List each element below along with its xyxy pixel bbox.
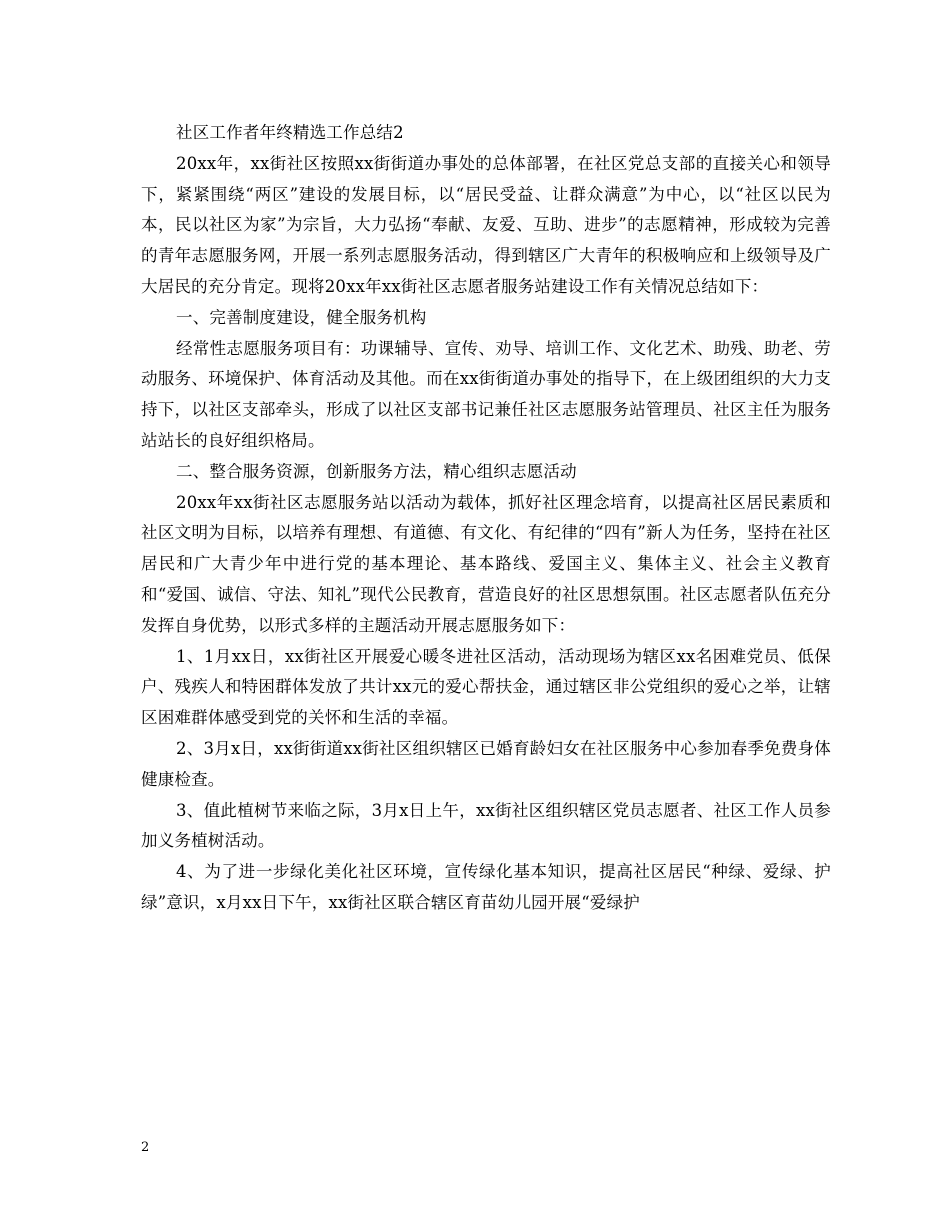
page-number: 2 (141, 1140, 150, 1155)
list-item-3: 3、值此植树节来临之际，3月x日上午，xx街社区组织辖区党员志愿者、社区工作人员参加义务植树活动。 (141, 800, 831, 851)
document-title: 社区工作者年终精选工作总结2 (176, 123, 404, 142)
paragraph-intro: 20xx年，xx街社区按照xx街街道办事处的总体部署，在社区党总支部的直接关心和领导下，紧紧围绕“两区”建设的发展目标，以“居民受益、让群众满意”为中心，以“社区以民为本，民以社区为家”为宗旨，大力弘扬“奉献、友爱、互助、进步”的志愿精神，形成较为完善的青年志愿服务网，开展一系列志愿服务活动，得到辖区广大青年的积极响应和上级领导及广大居民的充分肯定。现将20xx年xx街社区志愿者服务站建设工作有关情况总结如下： (141, 153, 831, 296)
list-item-4: 4、为了进一步绿化美化社区环境，宣传绿化基本知识，提高社区居民“种绿、爱绿、护绿”意识，x月xx日下午，xx街社区联合辖区育苗幼儿园开展“爱绿护 (141, 862, 831, 912)
section-heading-1: 一、完善制度建设，健全服务机构 (176, 307, 427, 327)
section-heading-2: 二、整合服务资源，创新服务方法，精心组织志愿活动 (176, 461, 577, 481)
list-item-2: 2、3月x日，xx街街道xx街社区组织辖区已婚育龄妇女在社区服务中心参加春季免费身体健康检查。 (141, 738, 831, 789)
paragraph-section-2: 20xx年xx街社区志愿服务站以活动为载体，抓好社区理念培育，以提高社区居民素质和社区文明为目标，以培养有理想、有道德、有文化、有纪律的“四有”新人为任务，坚持在社区居民和广大青少年中进行党的基本理论、基本路线、爱国主义、集体主义、社会主义教育和“爱国、诚信、守法、知礼”现代公民教育，营造良好的社区思想氛围。社区志愿者队伍充分发挥自身优势，以形式多样的主题活动开展志愿服务如下： (141, 492, 831, 635)
paragraph-section-1: 经常性志愿服务项目有：功课辅导、宣传、劝导、培训工作、文化艺术、助残、助老、劳动服务、环境保护、体育活动及其他。而在xx街街道办事处的指导下，在上级团组织的大力支持下，以社区支部牵头，形成了以社区支部书记兼任社区志愿服务站管理员、社区主任为服务站站长的良好组织格局。 (141, 338, 831, 450)
document-body (141, 118, 831, 919)
list-item-1: 1、1月xx日，xx街社区开展爱心暖冬进社区活动，活动现场为辖区xx名困难党员、低保户、残疾人和特困群体发放了共计xx元的爱心帮扶金，通过辖区非公党组织的爱心之举，让辖区困难群体感受到党的关怀和生活的幸福。 (141, 646, 831, 728)
